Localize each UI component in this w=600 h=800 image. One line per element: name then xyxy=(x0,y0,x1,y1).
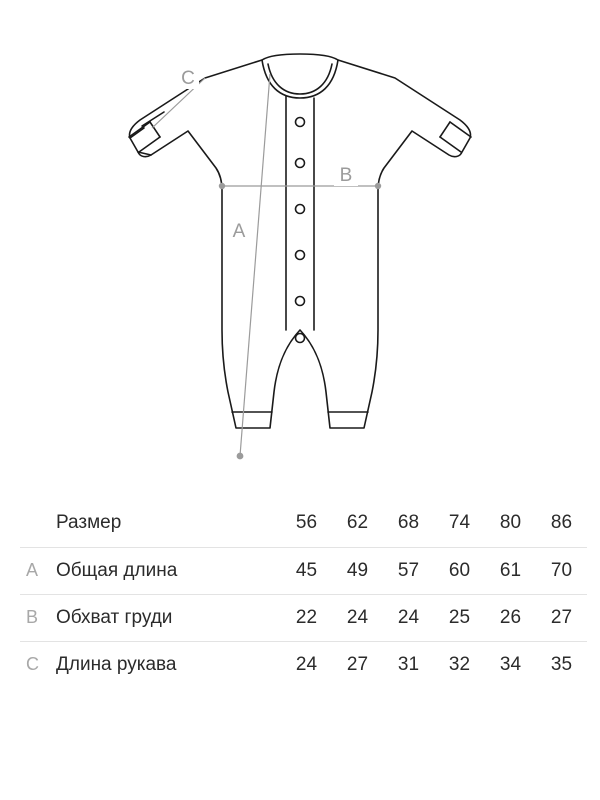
size-table-container xyxy=(0,500,600,688)
measure-line-a xyxy=(240,74,270,456)
dim-label-c: C xyxy=(181,68,195,89)
row-a-value-68: 57 xyxy=(397,559,420,581)
row-c-value-56: 24 xyxy=(295,653,318,675)
header-size-86: 86 xyxy=(550,512,573,534)
snap-button xyxy=(296,297,305,306)
header-size-62: 62 xyxy=(346,512,369,534)
left-cuff-edge xyxy=(144,128,188,131)
row-b-value-68: 24 xyxy=(397,606,420,628)
row-b-value-56: 22 xyxy=(295,606,318,628)
row-c-value-80: 34 xyxy=(499,653,522,675)
header-size-56: 56 xyxy=(295,512,318,534)
header-size-80: 80 xyxy=(499,512,522,534)
right-cuff-band-end xyxy=(440,122,450,137)
row-b-value-62: 24 xyxy=(346,606,369,628)
row-b-value-86: 27 xyxy=(550,606,573,628)
row-key-c: C xyxy=(26,654,39,675)
row-a-value-74: 60 xyxy=(448,559,471,581)
header-label: Размер xyxy=(56,512,122,534)
size-table xyxy=(20,500,587,688)
table-row xyxy=(20,594,587,641)
row-a-value-86: 70 xyxy=(550,559,573,581)
dim-label-a: A xyxy=(232,221,246,242)
header-key xyxy=(20,500,56,547)
romper-body-outline xyxy=(129,54,470,428)
snap-button xyxy=(296,251,305,260)
snap-button xyxy=(296,118,305,127)
table-row xyxy=(20,547,587,594)
table-header-row xyxy=(20,500,587,547)
collar-inner xyxy=(268,64,332,94)
table-row xyxy=(20,641,587,688)
measure-point-b-left xyxy=(219,183,224,188)
measure-point-b-right xyxy=(375,183,380,188)
row-a-value-80: 61 xyxy=(499,559,522,581)
row-key-a: A xyxy=(26,560,39,580)
header-size-68: 68 xyxy=(397,512,420,534)
measure-point-a-bottom xyxy=(237,453,243,459)
header-size-74: 74 xyxy=(448,512,471,534)
row-c-value-68: 31 xyxy=(397,653,420,675)
row-a-value-62: 49 xyxy=(346,559,369,581)
snap-button xyxy=(296,159,305,168)
row-label-c: Длина рукава xyxy=(56,653,177,675)
snap-button xyxy=(296,205,305,214)
row-c-value-86: 35 xyxy=(550,653,573,675)
row-key-b: B xyxy=(26,607,39,627)
row-c-value-62: 27 xyxy=(346,653,369,675)
row-label-a: Общая длина xyxy=(56,559,178,581)
row-b-value-74: 25 xyxy=(448,606,471,628)
snap-button xyxy=(296,334,305,343)
row-a-value-56: 45 xyxy=(295,559,318,581)
dim-label-b: B xyxy=(339,165,353,186)
row-label-b: Обхват груди xyxy=(56,606,173,628)
row-b-value-80: 26 xyxy=(499,606,522,628)
row-c-value-74: 32 xyxy=(448,653,471,675)
